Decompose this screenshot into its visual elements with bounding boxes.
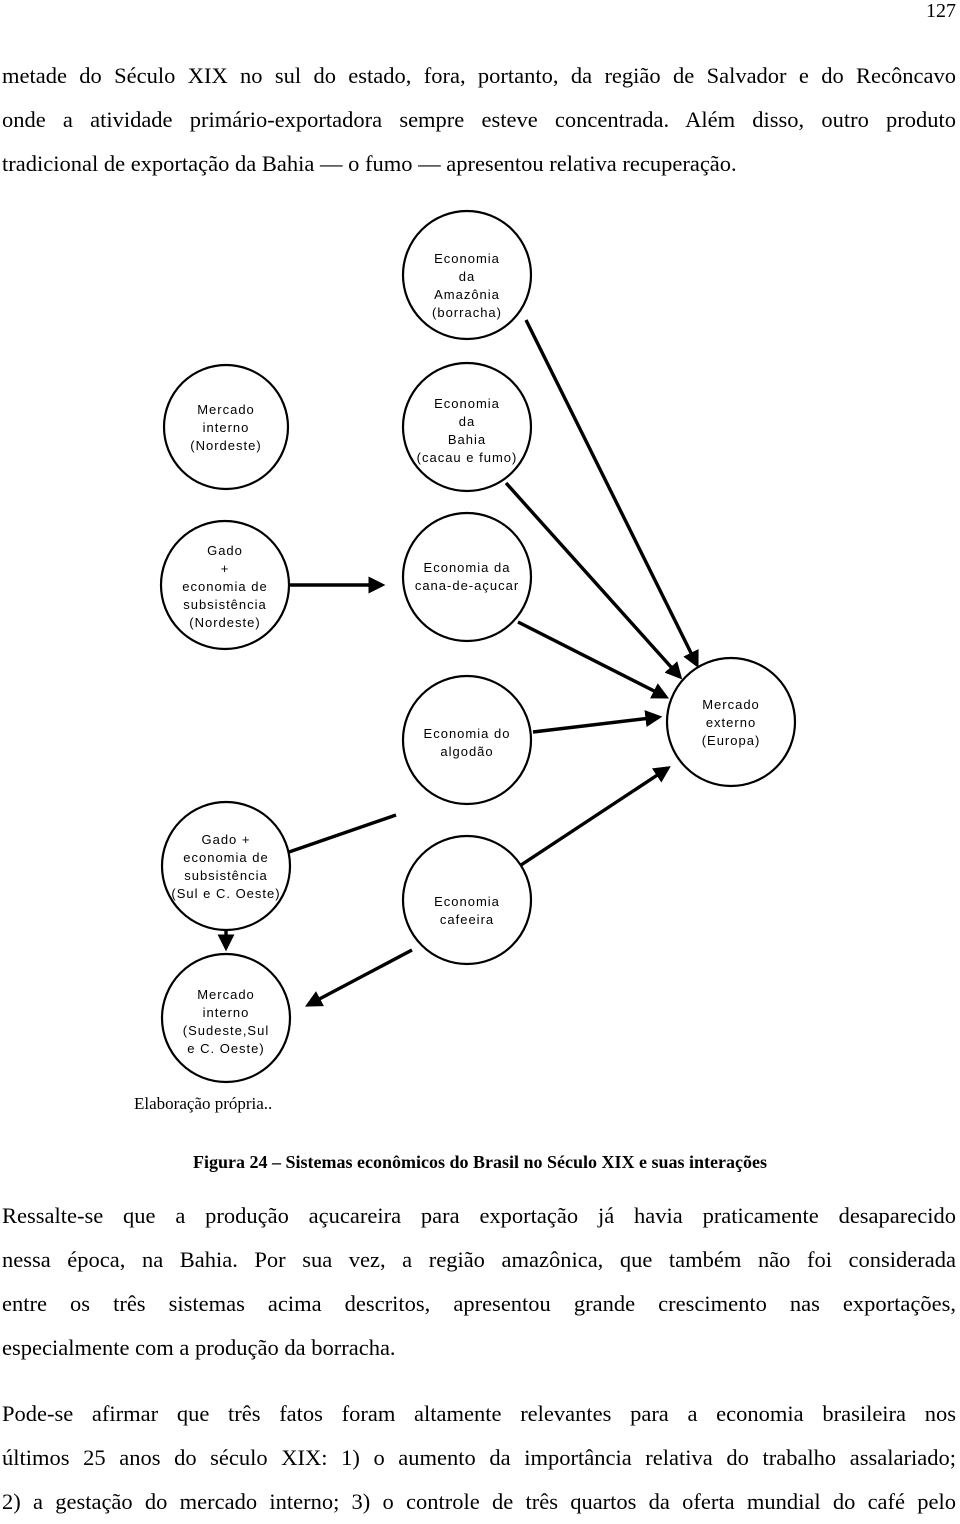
node-label: (Europa) xyxy=(701,733,761,748)
node-label: (Nordeste) xyxy=(190,438,262,453)
node-label: Mercado xyxy=(197,402,255,417)
node-label: + xyxy=(220,561,230,576)
text-line: nessa época, na Bahia. Por sua vez, a região amazônica, que também não foi considerada xyxy=(2,1247,956,1272)
node-mercado-externo xyxy=(667,658,795,786)
node-label: e C. Oeste) xyxy=(187,1041,265,1056)
node-mercado-interno-sudeste xyxy=(162,954,290,1082)
edge-cafeeira-to-mercado-sudeste xyxy=(308,950,412,1005)
node-label: Economia xyxy=(434,894,500,909)
node-label: economia de xyxy=(182,579,268,594)
node-label: economia de xyxy=(183,850,269,865)
edge-cana-to-mercado-externo xyxy=(518,622,666,697)
node-label: Economia xyxy=(434,396,500,411)
paragraph-fatos xyxy=(2,1392,956,1524)
text-line: Ressalte-se que a produção açucareira para exportação já havia praticamente desaparecido xyxy=(2,1203,956,1228)
node-cana-de-acucar xyxy=(403,513,531,641)
figure-caption: Figura 24 – Sistemas econômicos do Brasil no Século XIX e suas interações xyxy=(193,1152,767,1172)
node-label: subsistência xyxy=(184,868,268,883)
node-label: subsistência xyxy=(183,597,267,612)
text-line: entre os três sistemas acima descritos, apresentou grande crescimento nas exportações, xyxy=(2,1291,956,1316)
node-label: interno xyxy=(202,1005,250,1020)
node-economia-bahia xyxy=(403,363,531,491)
edge-algodao-to-mercado-externo xyxy=(533,717,659,732)
node-label: da xyxy=(458,269,476,284)
node-amazonia xyxy=(403,211,531,339)
edge-amazonia-to-mercado-externo xyxy=(526,320,697,665)
node-label: interno xyxy=(202,420,250,435)
text-line: metade do Século XIX no sul do estado, fora, portanto, da região de Salvador e do Recôncavo xyxy=(2,63,956,88)
node-label: cafeeira xyxy=(439,912,495,927)
node-label: (Sudeste,Sul xyxy=(182,1023,270,1038)
node-label: Amazônia xyxy=(434,287,500,302)
node-label: Economia da xyxy=(423,560,511,575)
node-label: (Sul e C. Oeste) xyxy=(171,886,281,901)
node-label: (cacau e fumo) xyxy=(416,450,518,465)
text-line: especialmente com a produção da borracha. xyxy=(2,1335,396,1360)
node-label: (Nordeste) xyxy=(189,615,261,630)
page-number: 127 xyxy=(926,0,956,22)
node-label: (borracha) xyxy=(432,305,502,320)
edge-cafeeira-to-mercado-externo xyxy=(518,768,668,867)
node-algodao xyxy=(403,676,531,804)
node-label: Economia do xyxy=(423,726,511,741)
text-line: Pode-se afirmar que três fatos foram altamente relevantes para a economia brasileira nos xyxy=(2,1401,956,1426)
node-label: Gado xyxy=(207,543,243,558)
node-gado-sul-centro-oeste xyxy=(162,802,290,930)
node-label: algodão xyxy=(440,744,494,759)
text-line: tradicional de exportação da Bahia — o fumo — apresentou relativa recuperação. xyxy=(2,151,737,176)
node-label: Mercado xyxy=(197,987,255,1002)
node-label: cana-de-açucar xyxy=(414,578,520,593)
node-mercado-interno-nordeste xyxy=(164,365,288,489)
edge-gado-sul-to-algodao xyxy=(289,815,396,852)
node-label: externo xyxy=(705,715,757,730)
text-line: últimos 25 anos do século XIX: 1) o aumento da importância relativa do trabalho assalariado; xyxy=(2,1445,956,1470)
paragraph-acucar xyxy=(2,1194,956,1370)
node-economia-cafeeira xyxy=(403,836,531,964)
node-label: da xyxy=(458,414,476,429)
text-line: 2) a gestação do mercado interno; 3) o controle de três quartos da oferta mundial do café pelo xyxy=(2,1489,956,1514)
source-note: Elaboração própria.. xyxy=(134,1094,273,1113)
text-line: onde a atividade primário-exportadora sempre esteve concentrada. Além disso, outro produto xyxy=(2,107,956,132)
node-gado-nordeste xyxy=(161,521,289,649)
node-label: Economia xyxy=(434,251,500,266)
node-label: Gado + xyxy=(201,832,251,847)
node-label: Bahia xyxy=(447,432,487,447)
node-label: Mercado xyxy=(702,697,760,712)
